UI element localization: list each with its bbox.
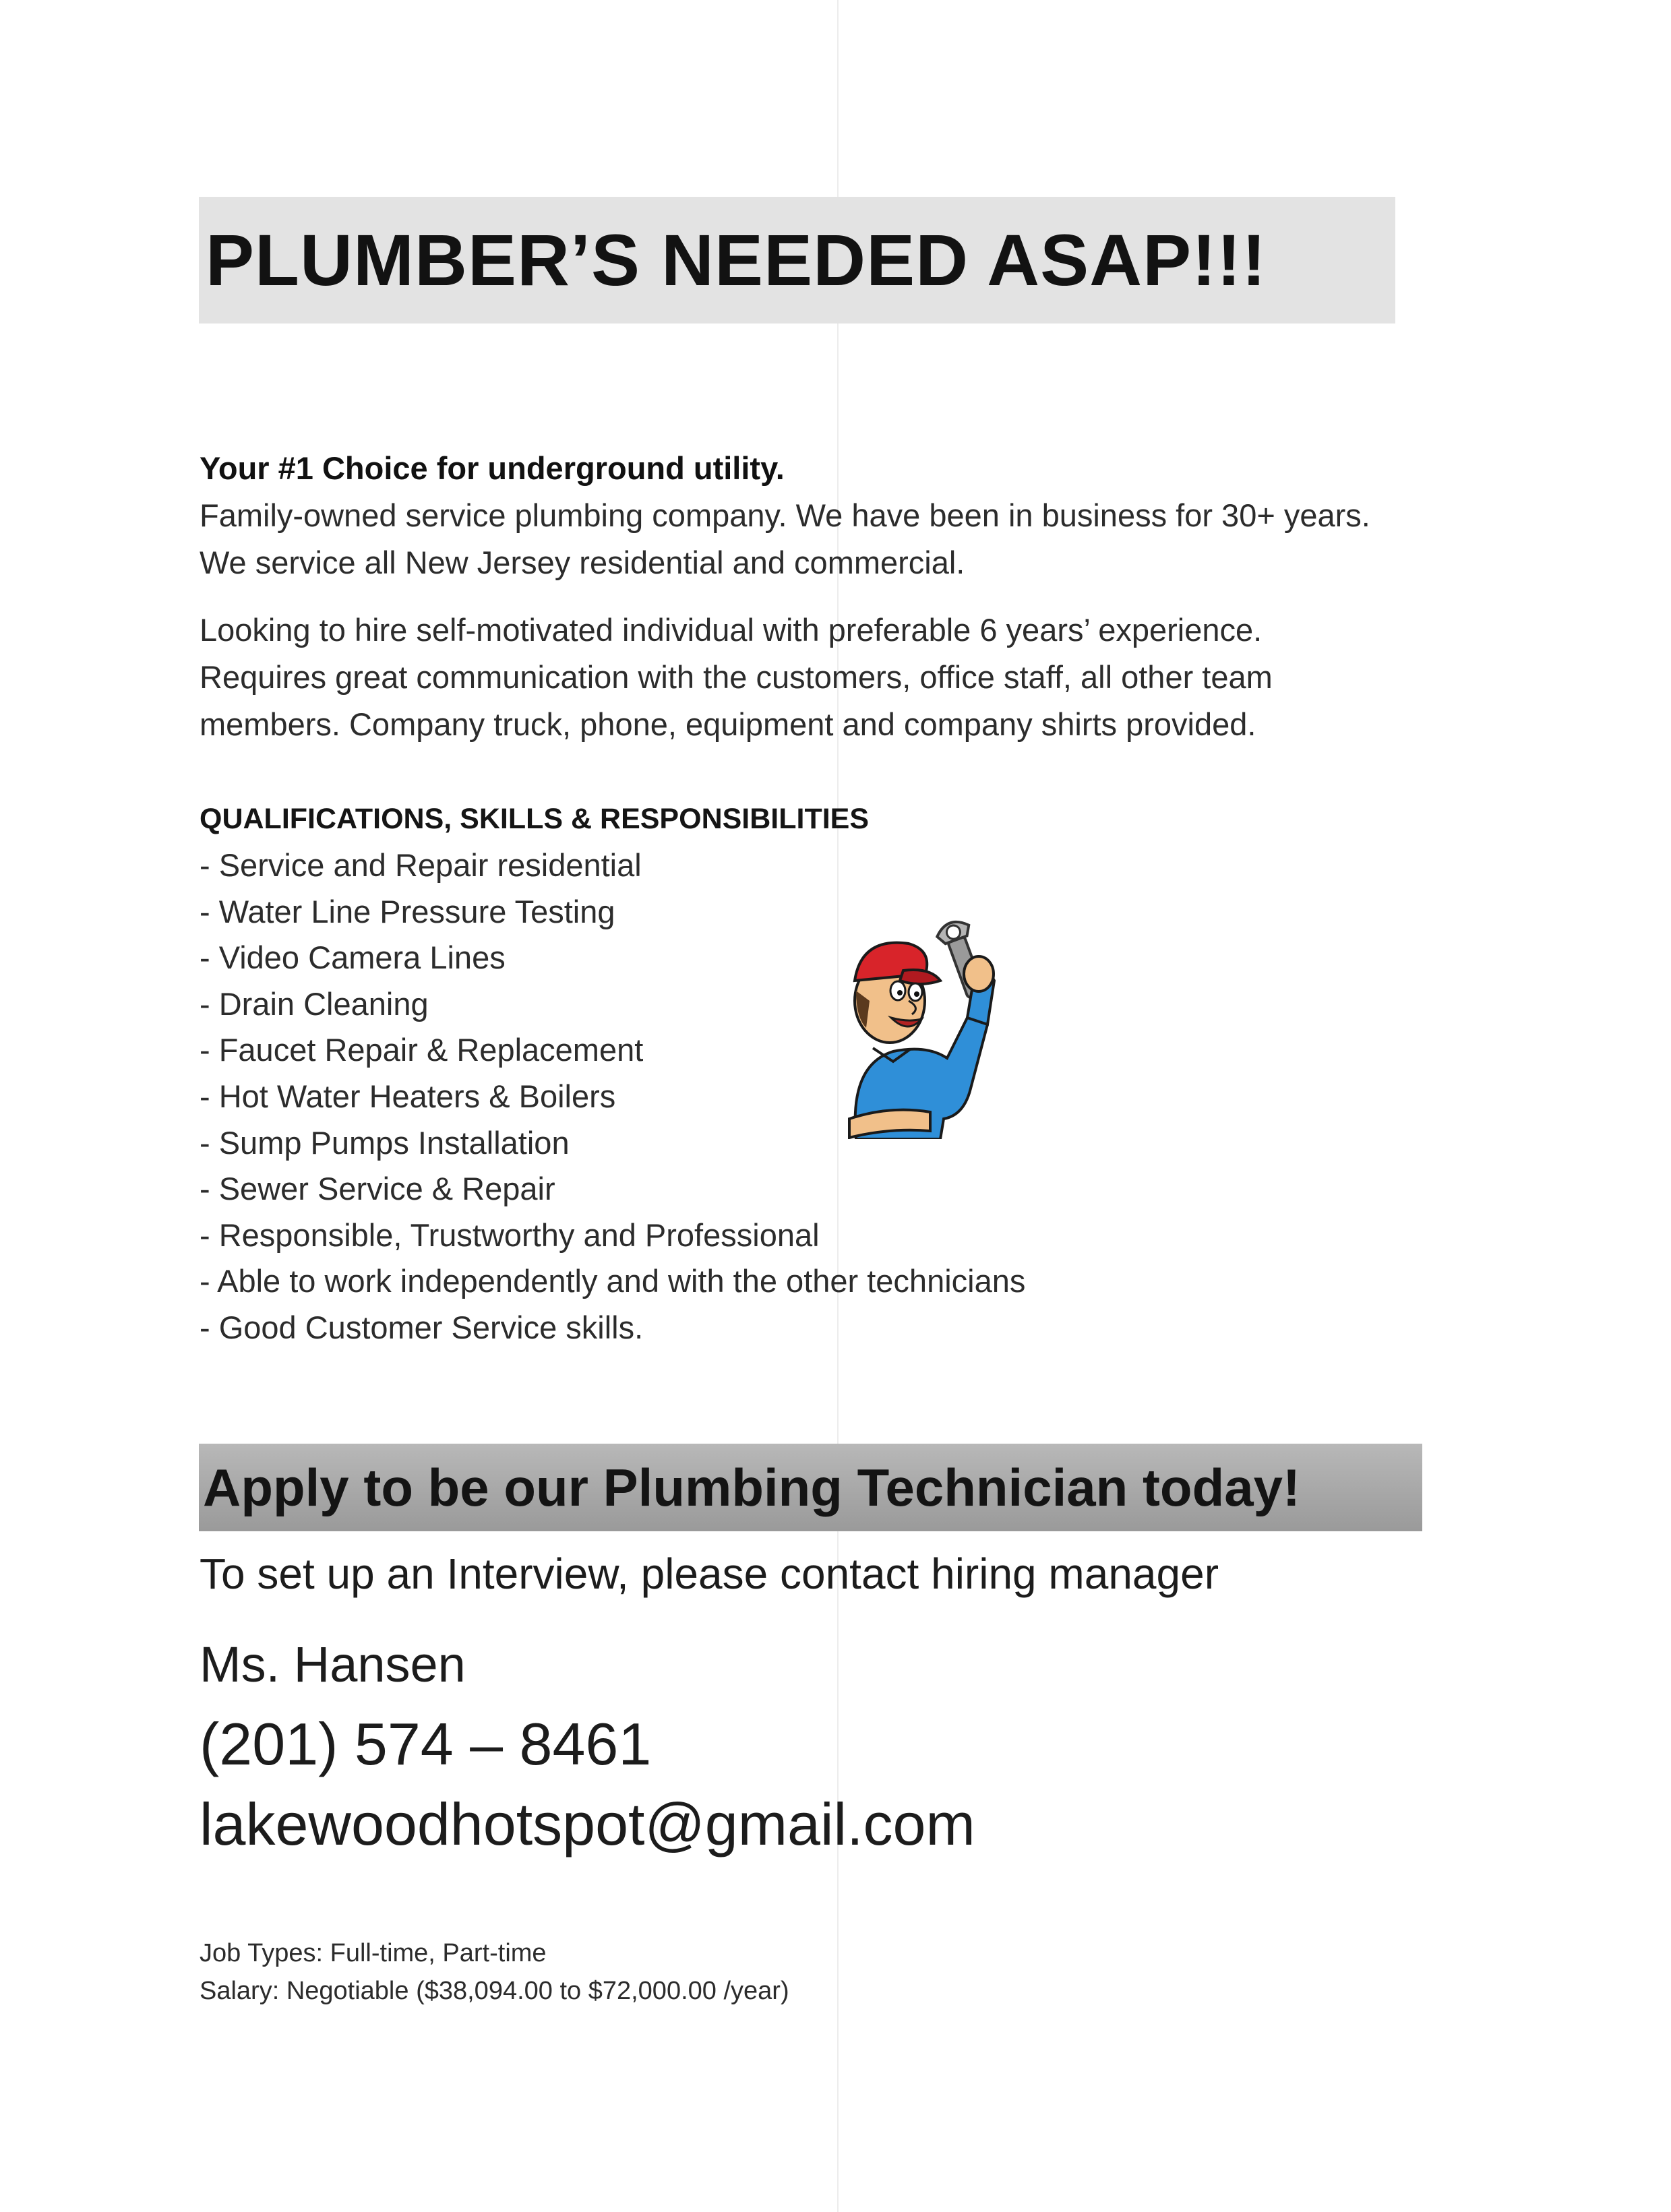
salary: Salary: Negotiable ($38,094.00 to $72,000.00 /year) (200, 1977, 789, 2005)
qualifications-title: QUALIFICATIONS, SKILLS & RESPONSIBILITIES (200, 803, 870, 835)
list-item: - Responsible, Trustworthy and Professional (200, 1217, 820, 1253)
list-item: - Service and Repair residential (200, 847, 642, 883)
intro-paragraph-2 (200, 607, 1514, 748)
contact-instruction: To set up an Interview, please contact hiring manager (200, 1549, 1219, 1598)
list-item: - Video Camera Lines (200, 940, 506, 976)
list-item: - Able to work independently and with the other technicians (200, 1263, 1026, 1299)
list-item: - Good Customer Service skills. (200, 1309, 644, 1345)
intro-line-1: Family-owned service plumbing company. We have been in business for 30+ years. (200, 497, 1370, 533)
list-item: - Water Line Pressure Testing (200, 893, 615, 929)
contact-email: lakewoodhotspot@gmail.com (200, 1791, 975, 1857)
list-item: - Hot Water Heaters & Boilers (200, 1078, 616, 1114)
list-item: - Faucet Repair & Replacement (200, 1032, 644, 1068)
plumber-with-wrench-icon (836, 917, 1025, 1139)
job-types: Job Types: Full-time, Part-time (200, 1939, 547, 1967)
contact-name: Ms. Hansen (200, 1636, 466, 1692)
list-item: - Drain Cleaning (200, 985, 429, 1022)
intro-section (200, 445, 1514, 748)
job-details-footer (200, 1934, 789, 2010)
list-item: - Sewer Service & Repair (200, 1171, 555, 1207)
intro-para2-line-2: Requires great communication with the customers, office staff, all other team (200, 659, 1273, 695)
apply-banner: Apply to be our Plumbing Technician today! (199, 1444, 1422, 1531)
tagline: Your #1 Choice for underground utility. (200, 450, 785, 486)
intro-para2-line-3: members. Company truck, phone, equipment and company shirts provided. (200, 706, 1256, 742)
intro-paragraph-1 (200, 445, 1514, 586)
intro-para2-line-1: Looking to hire self-motivated individual with preferable 6 years’ experience. (200, 612, 1263, 648)
list-item: - Sump Pumps Installation (200, 1124, 570, 1161)
intro-line-2: We service all New Jersey residential and commercial. (200, 545, 965, 580)
contact-phone: (201) 574 – 8461 (200, 1711, 652, 1777)
headline: PLUMBER’S NEEDED ASAP!!! (199, 197, 1395, 324)
